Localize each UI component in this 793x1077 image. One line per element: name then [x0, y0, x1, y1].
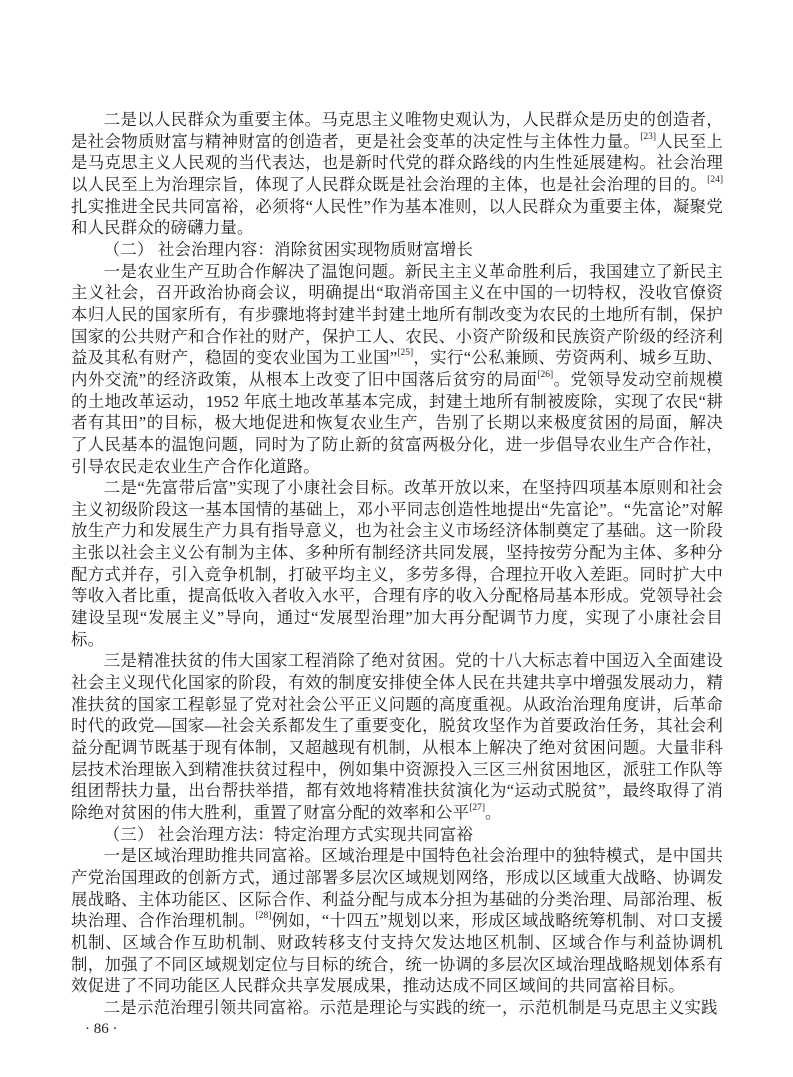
- para-regional-governance: 一是区域治理助推共同富裕。区域治理是中国特色社会治理中的独特模式，是中国共产党治国理政的创新方式，通过部署多层次区域规划网络，形成以区域重大战略、协调发展战略、主体功能区、区际合作、利益分配与成本分担为基础的分类治理、局部治理、板块治理、合作治理机制。[28]例如，“十四五”规划以来，形成区域战略统筹机制、对口支援机制、区域合作互助机制、财政转移支付支持欠发达地区机制、区域合作与利益协调机制，加强了不同区域规划定位与目标的统合，统一协调的多层次区域治理战略规划体系有效促进了不同功能区人民群众共享发展成果，推动达成不同区域间的共同富裕目标。: [71, 846, 723, 996]
- para-targeted-poverty-alleviation: 三是精准扶贫的伟大国家工程消除了绝对贫困。党的十八大标志着中国迈入全面建设社会主义现代化国家的阶段，有效的制度安排使全体人民在共建共享中增强发展动力，精准扶贫的国家工程彰显了党对社会公平正义问题的高度重视。从政治治理角度讲，后革命时代的政党—国家—社会关系都发生了重要变化，脱贫攻坚作为首要政治任务，其社会利益分配调节既基于现有体制，又超越现有机制，从根本上解决了绝对贫困问题。大量非科层技术治理嵌入到精准扶贫过程中，例如集中资源投入三区三州贫困地区，派驻工作队等组团帮扶力量，出台帮扶举措，都有效地将精准扶贫演化为“运动式脱贫”，最终取得了消除绝对贫困的伟大胜利，重置了财富分配的效率和公平[27]。: [71, 651, 723, 822]
- heading-section-3-governance-method: （三） 社会治理方法：特定治理方式实现共同富裕: [103, 824, 474, 844]
- citation-ref: [23]: [640, 131, 657, 142]
- para-people-as-main-subject: 二是以人民群众为重要主体。马克思主义唯物史观认为，人民群众是历史的创造者，是社会物质财富与精神财富的创造者，更是社会变革的决定性与主体性力量。[23]人民至上是马克思主义人民观的当代表达，也是新时代党的群众路线的内生性延展建构。社会治理以人民至上为治理宗旨，体现了人民群众既是社会治理的主体，也是社会治理的目的。[24]扎实推进全民共同富裕，必须将“人民性”作为基本准则，以人民群众为重要主体，凝聚党和人民群众的磅礴力量。: [71, 110, 723, 238]
- text-column: [71, 109, 723, 1019]
- citation-ref: [27]: [469, 803, 486, 814]
- heading-section-2-governance-content: （二） 社会治理内容：消除贫困实现物质财富增长: [103, 239, 474, 259]
- citation-ref: [26]: [537, 369, 554, 380]
- para-first-rich-leads-later-rich: 二是“先富带后富”实现了小康社会目标。改革开放以来，在坚持四项基本原则和社会主义初级阶段这一基本国情的基础上，邓小平同志创造性地提出“先富论”。“先富论”对解放生产力和发展生产力具有指导意义，也为社会主义市场经济体制奠定了基础。这一阶段主张以社会主义公有制为主体、多种所有制经济共同发展，坚持按劳分配为主体、多种分配方式并存，引入竞争机制，打破平均主义，多劳多得，合理拉开收入差距。同时扩大中等收入者比重，提高低收入者收入水平，合理有序的收入分配格局基本形成。党领导社会建设呈现“发展主义”导向，通过“发展型治理”加大再分配调节力度，实现了小康社会目标。: [71, 478, 723, 649]
- citation-ref: [24]: [707, 175, 723, 186]
- citation-ref: [28]: [255, 911, 272, 922]
- citation-ref: [25]: [397, 348, 414, 359]
- para-agricultural-mutual-aid: 一是农业生产互助合作解决了温饱问题。新民主主义革命胜利后，我国建立了新民主主义社会，召开政治协商会议，明确提出“取消帝国主义在中国的一切特权，没收官僚资本归人民的国家所有，有步骤地将封建半封建土地所有制改变为农民的土地所有制，保护国家的公共财产和合作社的财产，保护工人、农民、小资产阶级和民族资产阶级的经济利益及其私有财产，稳固的变农业国为工业国”[25]，实行“公私兼顾、劳资两利、城乡互助、内外交流”的经济政策，从根本上改变了旧中国落后贫穷的局面[26]。党领导发动空前规模的土地改革运动，1952 年底土地改革基本完成，封建土地所有制被废除，实现了农民“耕者有其田”的目标，极大地促进和恢复农业生产，告别了长期以来极度贫困的局面，解决了人民基本的温饱问题，同时为了防止新的贫富两极分化，进一步倡导农业生产合作社，引导农民走农业生产合作化道路。: [71, 261, 724, 476]
- para-demonstration-governance: 二是示范治理引领共同富裕。示范是理论与实践的统一，示范机制是马克思主义实践: [103, 997, 718, 1017]
- page-number: · 86 ·: [85, 1021, 118, 1037]
